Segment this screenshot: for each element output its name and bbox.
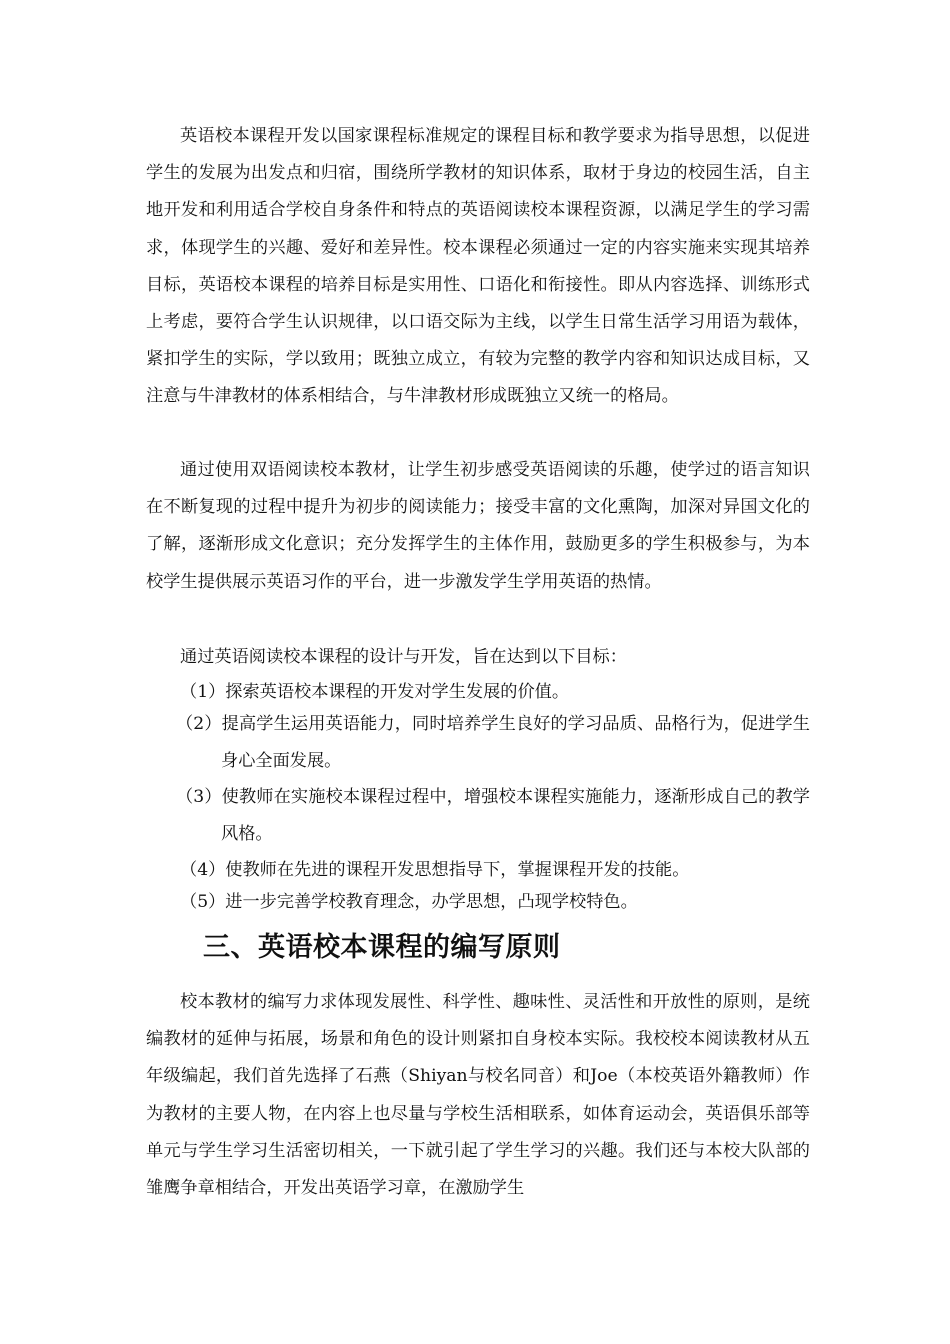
goal-list-item: （4）使教师在先进的课程开发思想指导下，掌握课程开发的技能。	[180, 860, 690, 880]
body-paragraph: 校本教材的编写力求体现发展性、科学性、趣味性、灵活性和开放性的原则，是统编教材的延伸与拓展，场景和角色的设计则紧扣自身校本实际。我校校本阅读教材从五年级编起，我们首先选择了石燕（Shiyan与校名同音）和Joe（本校英语外籍教师）作为教材的主要人物，在内容上也尽量与学校生活相联系，如体育运动会，英语俱乐部等单元与学生学习生活密切相关，一下就引起了学生学习的兴趣。我们还与本校大队部的雏鹰争章相结合，开发出英语学习章，在激励学生	[146, 992, 810, 1199]
section-heading: 三、英语校本课程的编写原则	[203, 932, 561, 963]
goal-list-item: （3）使教师在实施校本课程过程中，增强校本课程实施能力，逐渐形成自己的教学风格。	[176, 787, 810, 845]
body-paragraph: 通过使用双语阅读校本教材，让学生初步感受英语阅读的乐趣，使学过的语言知识在不断复现的过程中提升为初步的阅读能力；接受丰富的文化熏陶，加深对异国文化的了解，逐渐形成文化意识；充分发挥学生的主体作用，鼓励更多的学生积极参与，为本校学生提供展示英语习作的平台，进一步激发学生学用英语的热情。	[146, 460, 810, 592]
goal-list-item: （1）探索英语校本课程的开发对学生发展的价值。	[180, 682, 570, 702]
body-paragraph: 通过英语阅读校本课程的设计与开发，旨在达到以下目标：	[180, 647, 627, 667]
goal-list-item: （5）进一步完善学校教育理念，办学思想，凸现学校特色。	[180, 892, 638, 912]
body-paragraph: 英语校本课程开发以国家课程标准规定的课程目标和教学要求为指导思想，以促进学生的发展为出发点和归宿，围绕所学教材的知识体系，取材于身边的校园生活，自主地开发和利用适合学校自身条件和特点的英语阅读校本课程资源，以满足学生的学习需求，体现学生的兴趣、爱好和差异性。校本课程必须通过一定的内容实施来实现其培养目标，英语校本课程的培养目标是实用性、口语化和衔接性。即从内容选择、训练形式上考虑，要符合学生认识规律，以口语交际为主线，以学生日常生活学习用语为载体，紧扣学生的实际，学以致用；既独立成立，有较为完整的教学内容和知识达成目标，又注意与牛津教材的体系相结合，与牛津教材形成既独立又统一的格局。	[146, 126, 810, 407]
goal-list-item: （2）提高学生运用英语能力，同时培养学生良好的学习品质、品格行为，促进学生身心全面发展。	[176, 714, 810, 772]
